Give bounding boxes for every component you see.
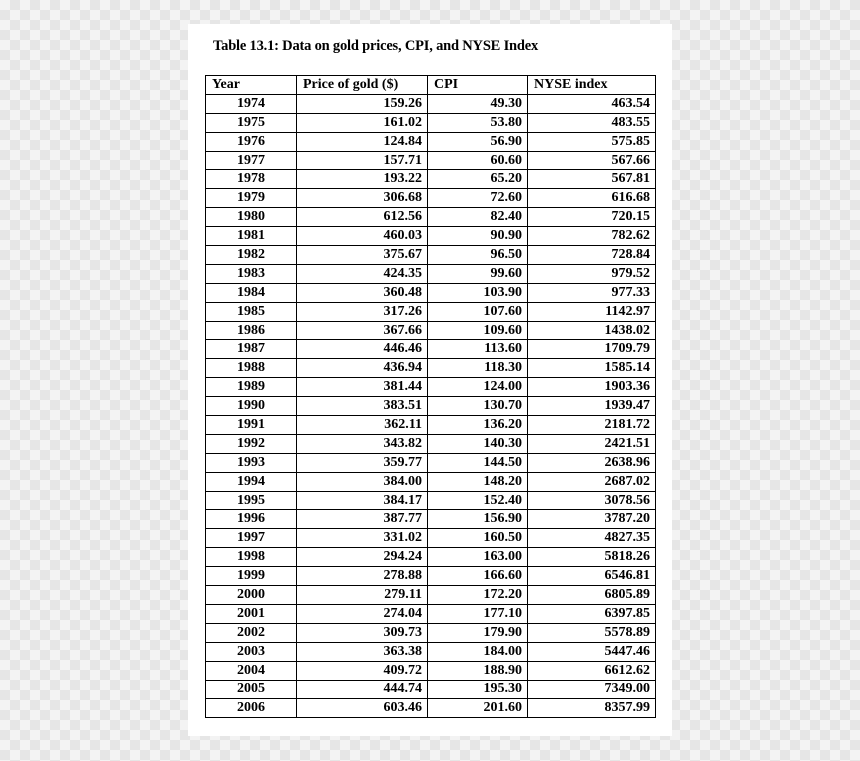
cell-cpi: 195.30 — [428, 680, 528, 699]
cell-nyse-index: 1939.47 — [528, 397, 656, 416]
table-row — [206, 699, 656, 718]
cell-cpi: 49.30 — [428, 94, 528, 113]
cell-gold-price: 124.84 — [297, 132, 428, 151]
cell-cpi: 136.20 — [428, 416, 528, 435]
cell-cpi: 179.90 — [428, 623, 528, 642]
cell-cpi: 152.40 — [428, 491, 528, 510]
cell-year: 1978 — [206, 170, 297, 189]
cell-gold-price: 460.03 — [297, 227, 428, 246]
cell-gold-price: 317.26 — [297, 302, 428, 321]
cell-nyse-index: 6805.89 — [528, 586, 656, 605]
cell-year: 2005 — [206, 680, 297, 699]
cell-nyse-index: 567.81 — [528, 170, 656, 189]
data-table — [205, 75, 656, 718]
cell-nyse-index: 3078.56 — [528, 491, 656, 510]
cell-gold-price: 367.66 — [297, 321, 428, 340]
cell-cpi: 118.30 — [428, 359, 528, 378]
cell-cpi: 103.90 — [428, 283, 528, 302]
cell-gold-price: 612.56 — [297, 208, 428, 227]
cell-cpi: 82.40 — [428, 208, 528, 227]
table-row — [206, 302, 656, 321]
table-body — [206, 94, 656, 717]
cell-cpi: 140.30 — [428, 434, 528, 453]
cell-cpi: 107.60 — [428, 302, 528, 321]
table-row — [206, 567, 656, 586]
table-row — [206, 94, 656, 113]
cell-nyse-index: 6546.81 — [528, 567, 656, 586]
cell-cpi: 90.90 — [428, 227, 528, 246]
cell-year: 1994 — [206, 472, 297, 491]
cell-cpi: 160.50 — [428, 529, 528, 548]
cell-cpi: 60.60 — [428, 151, 528, 170]
table-row — [206, 586, 656, 605]
table-row — [206, 132, 656, 151]
cell-year: 1985 — [206, 302, 297, 321]
cell-cpi: 166.60 — [428, 567, 528, 586]
cell-nyse-index: 8357.99 — [528, 699, 656, 718]
cell-year: 1992 — [206, 434, 297, 453]
table-row — [206, 397, 656, 416]
cell-nyse-index: 6397.85 — [528, 604, 656, 623]
cell-cpi: 184.00 — [428, 642, 528, 661]
cell-nyse-index: 2687.02 — [528, 472, 656, 491]
table-row — [206, 623, 656, 642]
cell-nyse-index: 1585.14 — [528, 359, 656, 378]
column-header-nyse-index: NYSE index — [528, 76, 656, 95]
cell-year: 1980 — [206, 208, 297, 227]
cell-nyse-index: 782.62 — [528, 227, 656, 246]
cell-gold-price: 161.02 — [297, 113, 428, 132]
table-row — [206, 189, 656, 208]
cell-gold-price: 343.82 — [297, 434, 428, 453]
cell-gold-price: 603.46 — [297, 699, 428, 718]
cell-year: 1979 — [206, 189, 297, 208]
cell-gold-price: 159.26 — [297, 94, 428, 113]
table-row — [206, 283, 656, 302]
cell-cpi: 56.90 — [428, 132, 528, 151]
cell-nyse-index: 3787.20 — [528, 510, 656, 529]
cell-cpi: 172.20 — [428, 586, 528, 605]
cell-gold-price: 360.48 — [297, 283, 428, 302]
table-row — [206, 548, 656, 567]
table-row — [206, 604, 656, 623]
cell-year: 2002 — [206, 623, 297, 642]
cell-gold-price: 306.68 — [297, 189, 428, 208]
column-header-cpi: CPI — [428, 76, 528, 95]
table-row — [206, 151, 656, 170]
cell-year: 2003 — [206, 642, 297, 661]
cell-nyse-index: 2181.72 — [528, 416, 656, 435]
cell-cpi: 96.50 — [428, 246, 528, 265]
cell-cpi: 144.50 — [428, 453, 528, 472]
cell-nyse-index: 2421.51 — [528, 434, 656, 453]
cell-cpi: 109.60 — [428, 321, 528, 340]
cell-cpi: 130.70 — [428, 397, 528, 416]
cell-year: 1988 — [206, 359, 297, 378]
table-row — [206, 208, 656, 227]
cell-gold-price: 375.67 — [297, 246, 428, 265]
table-row — [206, 416, 656, 435]
cell-nyse-index: 483.55 — [528, 113, 656, 132]
table-title: Table 13.1: Data on gold prices, CPI, and NYSE Index — [213, 38, 539, 54]
cell-gold-price: 384.17 — [297, 491, 428, 510]
cell-nyse-index: 7349.00 — [528, 680, 656, 699]
table-row — [206, 491, 656, 510]
table-row — [206, 453, 656, 472]
cell-gold-price: 363.38 — [297, 642, 428, 661]
cell-gold-price: 294.24 — [297, 548, 428, 567]
cell-year: 2000 — [206, 586, 297, 605]
cell-nyse-index: 979.52 — [528, 264, 656, 283]
table-header-row — [206, 76, 656, 95]
cell-gold-price: 274.04 — [297, 604, 428, 623]
cell-nyse-index: 720.15 — [528, 208, 656, 227]
cell-year: 1974 — [206, 94, 297, 113]
table-row — [206, 227, 656, 246]
cell-year: 1984 — [206, 283, 297, 302]
cell-gold-price: 381.44 — [297, 378, 428, 397]
cell-gold-price: 309.73 — [297, 623, 428, 642]
cell-nyse-index: 4827.35 — [528, 529, 656, 548]
table-row — [206, 246, 656, 265]
cell-cpi: 201.60 — [428, 699, 528, 718]
cell-cpi: 72.60 — [428, 189, 528, 208]
cell-nyse-index: 1438.02 — [528, 321, 656, 340]
cell-gold-price: 424.35 — [297, 264, 428, 283]
cell-nyse-index: 1709.79 — [528, 340, 656, 359]
cell-year: 1990 — [206, 397, 297, 416]
cell-gold-price: 279.11 — [297, 586, 428, 605]
table-row — [206, 170, 656, 189]
cell-year: 1997 — [206, 529, 297, 548]
cell-nyse-index: 1903.36 — [528, 378, 656, 397]
cell-year: 1996 — [206, 510, 297, 529]
cell-cpi: 177.10 — [428, 604, 528, 623]
table-row — [206, 321, 656, 340]
table-row — [206, 472, 656, 491]
cell-nyse-index: 728.84 — [528, 246, 656, 265]
cell-year: 1999 — [206, 567, 297, 586]
cell-nyse-index: 5578.89 — [528, 623, 656, 642]
cell-cpi: 65.20 — [428, 170, 528, 189]
cell-gold-price: 193.22 — [297, 170, 428, 189]
cell-year: 2006 — [206, 699, 297, 718]
cell-nyse-index: 5447.46 — [528, 642, 656, 661]
cell-nyse-index: 616.68 — [528, 189, 656, 208]
cell-year: 1989 — [206, 378, 297, 397]
cell-nyse-index: 463.54 — [528, 94, 656, 113]
cell-nyse-index: 5818.26 — [528, 548, 656, 567]
cell-year: 1983 — [206, 264, 297, 283]
table-row — [206, 661, 656, 680]
cell-cpi: 53.80 — [428, 113, 528, 132]
cell-cpi: 163.00 — [428, 548, 528, 567]
column-header-gold-price: Price of gold ($) — [297, 76, 428, 95]
cell-gold-price: 387.77 — [297, 510, 428, 529]
cell-nyse-index: 2638.96 — [528, 453, 656, 472]
cell-year: 2001 — [206, 604, 297, 623]
table-row — [206, 378, 656, 397]
cell-year: 1977 — [206, 151, 297, 170]
cell-year: 1975 — [206, 113, 297, 132]
cell-gold-price: 359.77 — [297, 453, 428, 472]
cell-year: 2004 — [206, 661, 297, 680]
table-row — [206, 529, 656, 548]
table-row — [206, 510, 656, 529]
cell-gold-price: 446.46 — [297, 340, 428, 359]
cell-cpi: 156.90 — [428, 510, 528, 529]
cell-year: 1982 — [206, 246, 297, 265]
table-row — [206, 340, 656, 359]
table-row — [206, 642, 656, 661]
table-row — [206, 359, 656, 378]
document-page — [188, 24, 672, 736]
cell-year: 1991 — [206, 416, 297, 435]
cell-year: 1995 — [206, 491, 297, 510]
cell-gold-price: 444.74 — [297, 680, 428, 699]
table-row — [206, 113, 656, 132]
cell-gold-price: 157.71 — [297, 151, 428, 170]
column-header-year: Year — [206, 76, 297, 95]
cell-gold-price: 383.51 — [297, 397, 428, 416]
cell-cpi: 99.60 — [428, 264, 528, 283]
cell-year: 1981 — [206, 227, 297, 246]
cell-nyse-index: 1142.97 — [528, 302, 656, 321]
table-row — [206, 434, 656, 453]
cell-gold-price: 384.00 — [297, 472, 428, 491]
cell-year: 1993 — [206, 453, 297, 472]
cell-cpi: 124.00 — [428, 378, 528, 397]
cell-year: 1998 — [206, 548, 297, 567]
cell-cpi: 113.60 — [428, 340, 528, 359]
table-row — [206, 264, 656, 283]
cell-nyse-index: 575.85 — [528, 132, 656, 151]
cell-gold-price: 409.72 — [297, 661, 428, 680]
cell-year: 1976 — [206, 132, 297, 151]
cell-gold-price: 436.94 — [297, 359, 428, 378]
cell-year: 1986 — [206, 321, 297, 340]
cell-gold-price: 331.02 — [297, 529, 428, 548]
cell-nyse-index: 6612.62 — [528, 661, 656, 680]
cell-cpi: 148.20 — [428, 472, 528, 491]
cell-gold-price: 362.11 — [297, 416, 428, 435]
table-row — [206, 680, 656, 699]
cell-cpi: 188.90 — [428, 661, 528, 680]
cell-nyse-index: 977.33 — [528, 283, 656, 302]
cell-gold-price: 278.88 — [297, 567, 428, 586]
cell-nyse-index: 567.66 — [528, 151, 656, 170]
cell-year: 1987 — [206, 340, 297, 359]
